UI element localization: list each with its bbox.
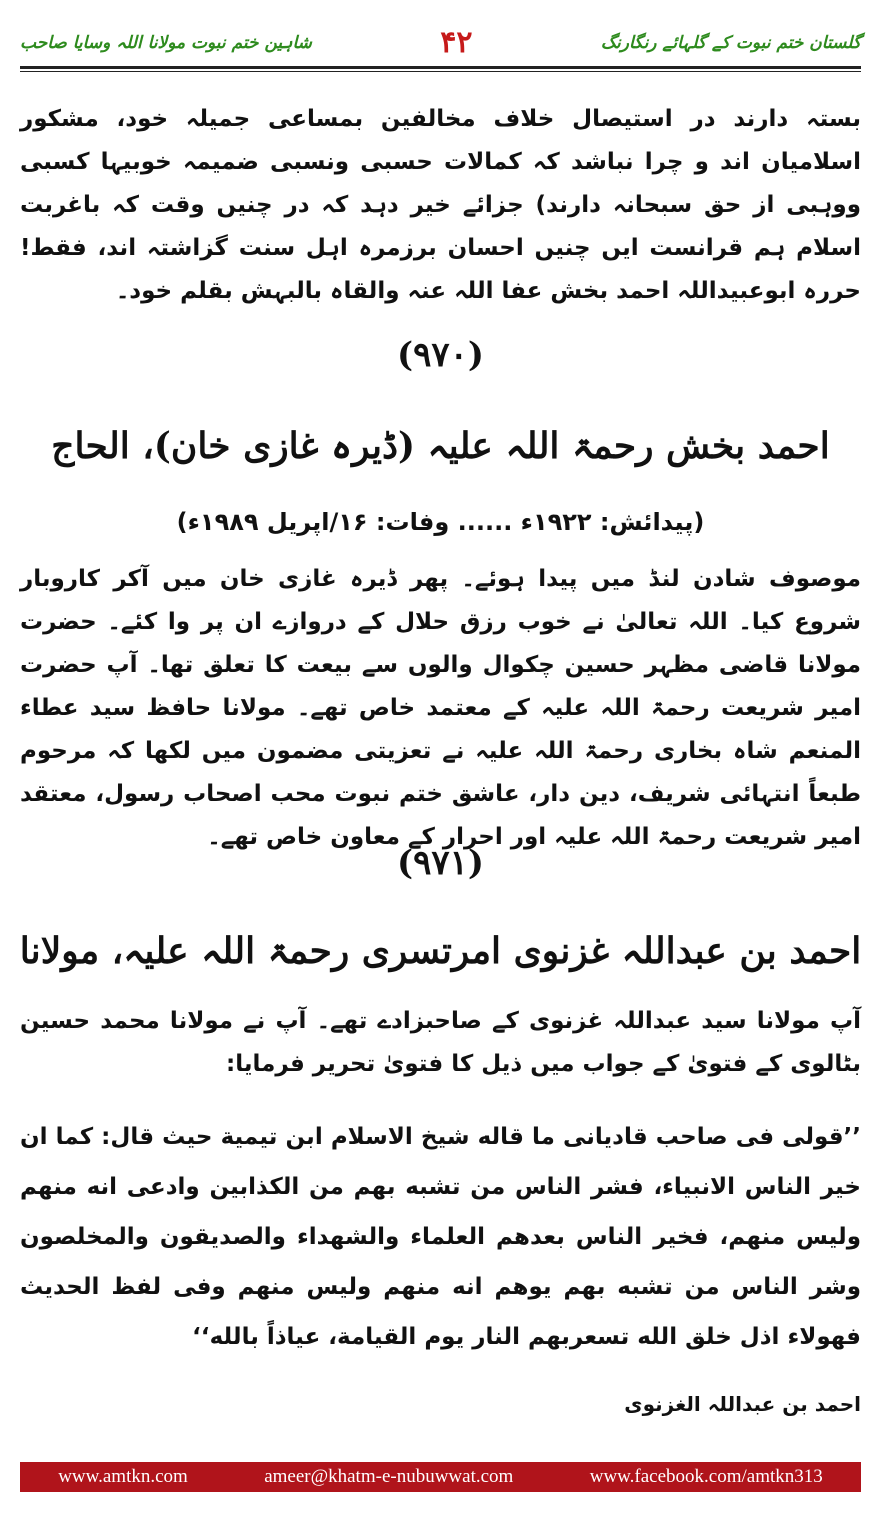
header-divider-thin	[20, 71, 861, 72]
entry-970-dates: (پیدائش: ۱۹۲۲ء ...... وفات: ۱۶/اپریل ۱۹۸۹ء)	[176, 508, 705, 536]
entry-971-title: احمد بن عبداللہ غزنوی امرتسری رحمۃ اللہ علیہ، مولانا	[19, 930, 862, 972]
fatwa-signature: احمد بن عبداللہ الغزنوی	[624, 1392, 861, 1416]
page-header	[20, 22, 861, 62]
footer-facebook-link[interactable]: www.facebook.com/amtkn313	[589, 1466, 823, 1487]
footer-bar	[20, 1462, 861, 1492]
entry-971-body: آپ مولانا سید عبداللہ غزنوی کے صاحبزادے تھے۔ آپ نے مولانا محمد حسین بٹالوی کے فتویٰ کے جواب میں ذیل کا فتویٰ تحریر فرمایا:	[20, 1008, 861, 1077]
entry-970-number: (۹۷۰)	[397, 335, 484, 375]
entry-970-title: احمد بخش رحمۃ اللہ علیہ (ڈیرہ غازی خان)، الحاج	[51, 425, 830, 467]
intro-paragraph: بستہ دارند در استیصال خلاف مخالفین بمساعی جمیلہ خود، مشکور اسلامیان اند و چرا نباشد کہ کمالات حسبی ونسبی ضمیمہ خوبیہا کسبی ووہبی از حق سبحانہ دارند) جزائے خیر دہد کہ در چنیں وقت کہ باغربت اسلام ہم قرانست ایں چنیں احسان برزمرہ اہل سنت گزاشتہ اند، فقط! حررہ ابوعبیداللہ احمد بخش عفا اللہ عنہ والقاہ بالبہش بقلم خود۔	[20, 106, 861, 304]
header-author: شاہین ختم نبوت مولانا اللہ وسایا صاحب	[20, 32, 312, 53]
footer-website-link[interactable]: www.amtkn.com	[58, 1466, 188, 1487]
page-number: ۴۲	[440, 24, 473, 60]
entry-970-body: موصوف شادن لنڈ میں پیدا ہوئے۔ پھر ڈیرہ غازی خان میں آکر کاروبار شروع کیا۔ اللہ تعالیٰ نے خوب رزق حلال کے دروازے ان پر وا کئے۔ حضرت مولانا قاضی مظہر حسین چکوال والوں سے بیعت کا تعلق تھا۔ آپ حضرت امیر شریعت رحمۃ اللہ علیہ کے معتمد خاص تھے۔ مولانا حافظ سید عطاء المنعم شاہ بخاری رحمۃ اللہ علیہ نے تعزیتی مضمون میں لکھا کہ مرحوم طبعاً انتہائی شریف، دین دار، عاشق ختم نبوت محب اصحاب رسول، معتقد امیر شریعت رحمۃ اللہ علیہ اور احرار کے معاون خاص تھے۔	[20, 566, 861, 850]
header-divider	[20, 66, 861, 69]
footer-email-link[interactable]: ameer@khatm-e-nubuwwat.com	[264, 1466, 514, 1487]
entry-971-number: (۹۷۱)	[397, 843, 484, 883]
arabic-fatwa-quote: ’’قولی فی صاحب قادیانی ما قاله شیخ الاسلام ابن تیمیة حیث قال: کما ان خیر الناس الانبیاء، فشر الناس من تشبه بهم من الکذابین وادعی انه منهم ولیس منهم، فخیر الناس بعدهم العلماء والشهداء والصدیقون والمخلصون وشر الناس من تشبه بهم یوهم انه منهم ولیس منهم وفی لفظ الحدیث فهولاء اذل خلق الله تسعربهم النار یوم القیامة، عیاذاً بالله‘‘	[20, 1124, 861, 1350]
header-book-title: گلستان ختم نبوت کے گلہائے رنگارنگ	[600, 32, 861, 53]
